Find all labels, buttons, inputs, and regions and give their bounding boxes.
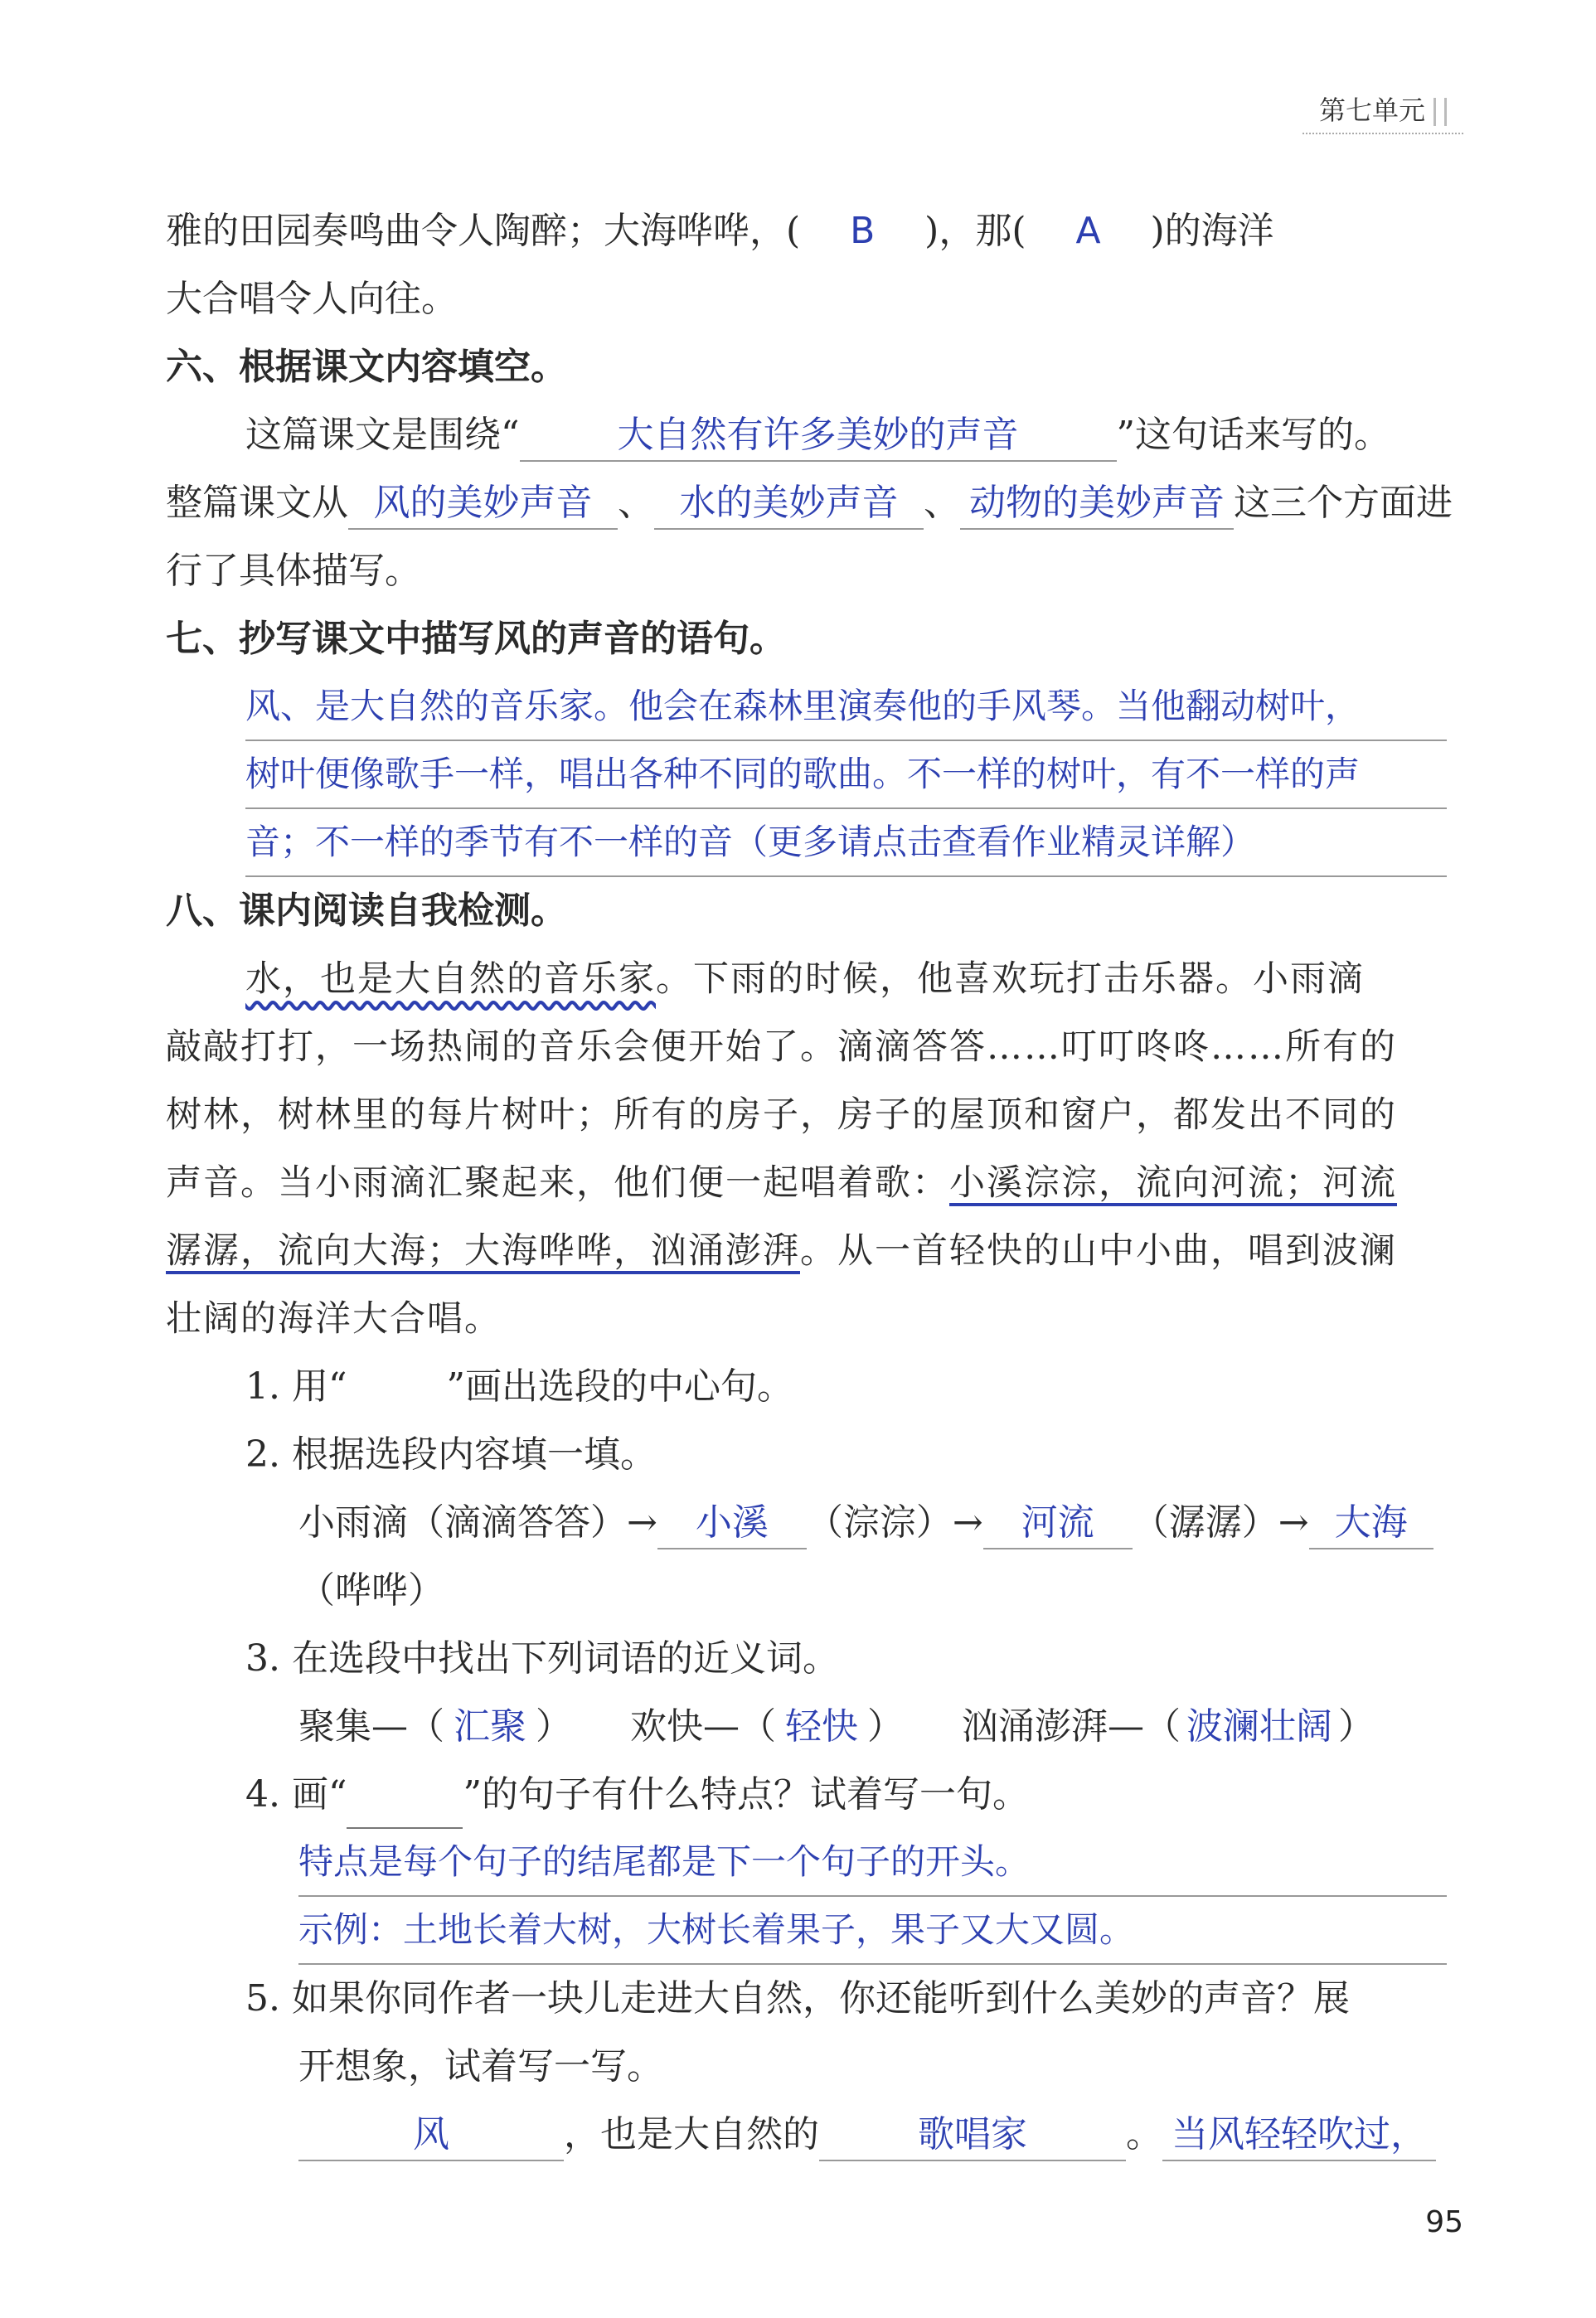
answer-text: ，也是大自然的 — [564, 2113, 819, 2156]
answer-synonym-2: 轻快 — [785, 1705, 858, 1748]
underlined-sentence: 小溪淙淙，流向河流；河流 — [949, 1162, 1397, 1204]
intro-text: 雅的田园奏鸣曲令人陶醉；大海哗哗，( — [166, 210, 801, 252]
question-4-answer-line: 示例：土地长着大树，大树长着果子，果子又大又圆。 — [298, 1897, 1447, 1965]
word-text: 聚集—（ — [298, 1705, 444, 1748]
question-text: 4. 画“ — [245, 1773, 347, 1816]
word-text: 欢快—（ — [630, 1705, 776, 1748]
wavy-line-sample — [347, 1382, 446, 1399]
answer-blank-a: A — [1075, 210, 1101, 252]
word-text: ） — [1338, 1705, 1375, 1748]
intro-text: )的海洋 — [1150, 210, 1274, 252]
question-text: 1. 用“ — [245, 1365, 347, 1408]
page-content — [166, 197, 1453, 2169]
section-6-title: 六、根据课文内容填空。 — [166, 346, 567, 388]
text: 这三个方面进 — [1234, 482, 1453, 524]
section-6-line-3: 行了具体描写。 — [166, 550, 421, 592]
text: 这篇课文是围绕“ — [245, 414, 520, 456]
intro-text: )，那( — [924, 210, 1026, 252]
section-6-line-2 — [166, 469, 1453, 537]
copy-answer-line: 音；不一样的季节有不一样的音（更多请点击查看作业精灵详解） — [245, 809, 1447, 877]
answer-text: 。 — [1126, 2113, 1162, 2156]
chain-text: （淙淙）→ — [806, 1501, 983, 1544]
answer-continuation: 当风轻轻吹过， — [1162, 2110, 1436, 2161]
passage-line: 敲敲打打，一场热闹的音乐会便开始了。滴滴答答……叮叮咚咚……所有的 — [166, 1026, 1397, 1068]
copy-answer-line: 树叶便像歌手一样，唱出各种不同的歌曲。不一样的树叶，有不一样的声 — [245, 741, 1447, 809]
question-2-title: 2. 根据选段内容填一填。 — [245, 1433, 657, 1476]
unit-bars-decoration — [1433, 98, 1447, 126]
passage-line — [166, 945, 1447, 1013]
passage-text: 。从一首轻快的山中小曲，唱到波澜 — [800, 1230, 1397, 1272]
question-5-answer — [166, 2101, 1447, 2169]
question-4 — [166, 1761, 1447, 1829]
reading-passage — [166, 945, 1447, 1353]
straight-line-sample — [347, 1794, 463, 1829]
underlined-sentence: 潺潺，流向大海；大海哗哗，汹涌澎湃 — [166, 1230, 800, 1272]
answer-synonym-1: 汇聚 — [454, 1705, 526, 1748]
passage-line: 树林，树林里的每片树叶；所有的房子，房子的屋顶和窗户，都发出不同的 — [166, 1094, 1397, 1136]
question-3-answers — [166, 1693, 1447, 1761]
intro-line-2: 大合唱令人向往。 — [166, 278, 458, 320]
text: ”这句话来写的。 — [1116, 414, 1390, 456]
word-text: 汹涌澎湃—（ — [962, 1705, 1181, 1748]
answer-water-sound: 水的美妙声音 — [654, 478, 924, 530]
text: 整篇课文从 — [166, 482, 348, 524]
question-3-title: 3. 在选段中找出下列词语的近义词。 — [245, 1637, 839, 1680]
section-7-title: 七、抄写课文中描写风的声音的语句。 — [166, 618, 786, 660]
chain-text: （潺潺）→ — [1132, 1501, 1309, 1544]
chain-text: 小雨滴（滴滴答答）→ — [298, 1501, 657, 1544]
question-5-line-2: 开想象，试着写一写。 — [298, 2045, 663, 2088]
word-text: ） — [867, 1705, 904, 1748]
page-number: 95 — [1425, 2205, 1463, 2239]
passage-text: 声音。当小雨滴汇聚起来，他们便一起唱着歌： — [166, 1162, 949, 1204]
word-text: ） — [536, 1705, 572, 1748]
intro-line-1 — [166, 197, 1447, 265]
passage-line: 壮阔的海洋大合唱。 — [166, 1298, 502, 1340]
answer-role: 歌唱家 — [819, 2110, 1126, 2161]
passage-line — [166, 1217, 1447, 1285]
answer-animal-sound: 动物的美妙声音 — [960, 478, 1234, 530]
question-text: ”的句子有什么特点？试着写一句。 — [463, 1773, 1029, 1816]
answer-theme-sentence: 大自然有许多美妙的声音 — [520, 410, 1117, 462]
answer-river: 河流 — [983, 1498, 1133, 1549]
answer-synonym-3: 波澜壮阔 — [1186, 1705, 1332, 1748]
text: 、 — [924, 482, 960, 524]
question-2-end: （哗哗） — [298, 1569, 444, 1612]
question-4-answer-line: 特点是每个句子的结尾都是下一个句子的开头。 — [298, 1829, 1447, 1897]
unit-tag — [1303, 90, 1463, 134]
answer-blank-b: B — [850, 210, 876, 252]
text: 、 — [618, 482, 654, 524]
answer-wind-sound: 风的美妙声音 — [348, 478, 618, 530]
passage-text: 。下雨的时候，他喜欢玩打击乐器。小雨滴 — [656, 958, 1365, 1000]
answer-sea: 大海 — [1309, 1498, 1433, 1549]
answer-nature-element: 风 — [298, 2110, 564, 2161]
unit-label: 第七单元 — [1318, 95, 1425, 126]
question-5-line-1: 5. 如果你同作者一块儿走进大自然，你还能听到什么美妙的声音？展 — [245, 1977, 1350, 2020]
question-2-chain — [166, 1489, 1447, 1557]
question-1 — [166, 1353, 1447, 1421]
question-text: ”画出选段的中心句。 — [446, 1365, 793, 1408]
copy-answer-line: 风、是大自然的音乐家。他会在森林里演奏他的手风琴。当他翻动树叶， — [245, 673, 1447, 741]
central-sentence: 水，也是大自然的音乐家 — [245, 958, 656, 1000]
answer-stream: 小溪 — [657, 1498, 807, 1549]
section-8-title: 八、课内阅读自我检测。 — [166, 890, 567, 932]
passage-line — [166, 1149, 1447, 1217]
section-6-line-1 — [166, 401, 1447, 469]
